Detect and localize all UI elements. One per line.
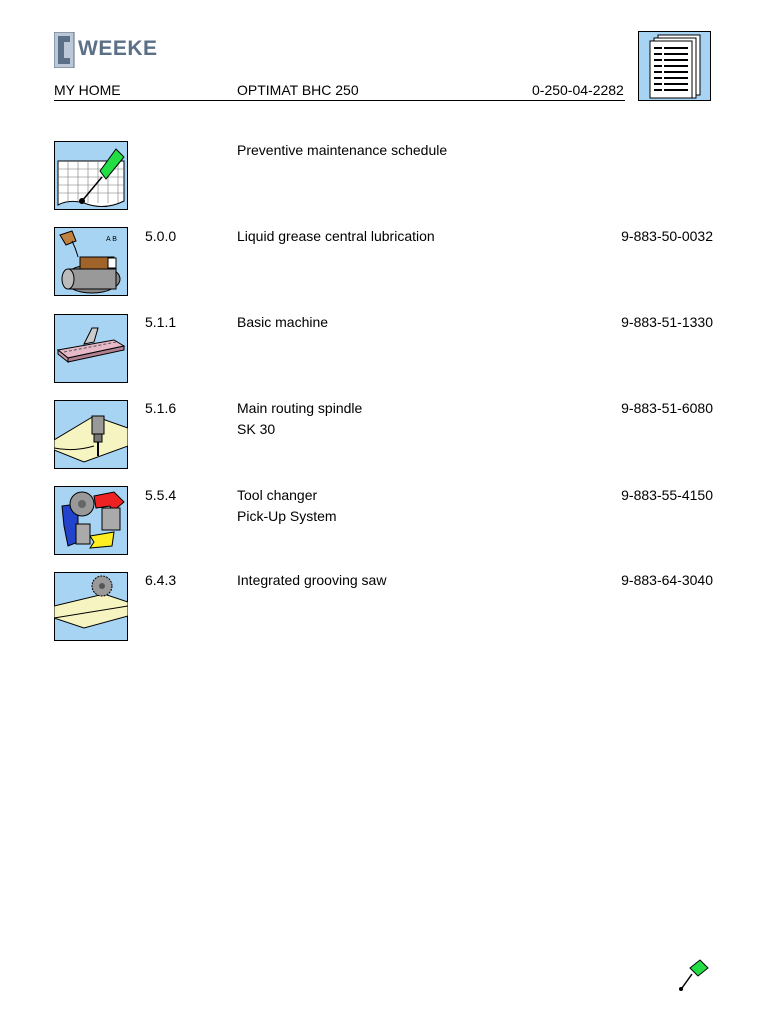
- item-part-number: 9-883-51-1330: [621, 314, 713, 330]
- item-title: Liquid grease central lubrication: [237, 228, 435, 244]
- item-subtitle: SK 30: [237, 421, 276, 437]
- header-machine: OPTIMAT BHC 250: [237, 82, 359, 98]
- item-part-number: 9-883-64-3040: [621, 572, 713, 588]
- item-subtitle: Pick-Up System: [237, 508, 337, 524]
- item-part-number: 9-883-51-6080: [621, 400, 713, 416]
- logo-wordmark: WEEKE: [78, 37, 158, 60]
- item-code: 6.4.3: [145, 572, 177, 588]
- item-code: 5.1.6: [145, 400, 177, 416]
- basic-machine-icon: [54, 314, 128, 383]
- item-title: Main routing spindle: [237, 400, 363, 416]
- lubrication-icon: [54, 227, 128, 296]
- item-part-number: 9-883-50-0032: [621, 228, 713, 244]
- item-title: Integrated grooving saw: [237, 572, 387, 588]
- item-code: 5.5.4: [145, 487, 177, 503]
- routing-spindle-icon: [54, 400, 128, 469]
- green-pen-icon: [676, 958, 710, 994]
- maintenance-chart-pen-icon: [54, 141, 128, 210]
- intro-title: Preventive maintenance schedule: [237, 142, 448, 158]
- item-code: 5.0.0: [145, 228, 177, 244]
- item-title: Tool changer: [237, 487, 318, 503]
- grooving-saw-icon: [54, 572, 128, 641]
- header-home: MY HOME: [54, 82, 121, 98]
- tool-changer-icon: [54, 486, 128, 555]
- document-stack-icon: [638, 31, 711, 101]
- item-title: Basic machine: [237, 314, 329, 330]
- svg-text:A B: A B: [106, 236, 117, 243]
- header-rule: [54, 100, 625, 101]
- header-doc-number: 0-250-04-2282: [532, 82, 624, 98]
- item-code: 5.1.1: [145, 314, 177, 330]
- weeke-logo: [54, 32, 158, 68]
- item-part-number: 9-883-55-4150: [621, 487, 713, 503]
